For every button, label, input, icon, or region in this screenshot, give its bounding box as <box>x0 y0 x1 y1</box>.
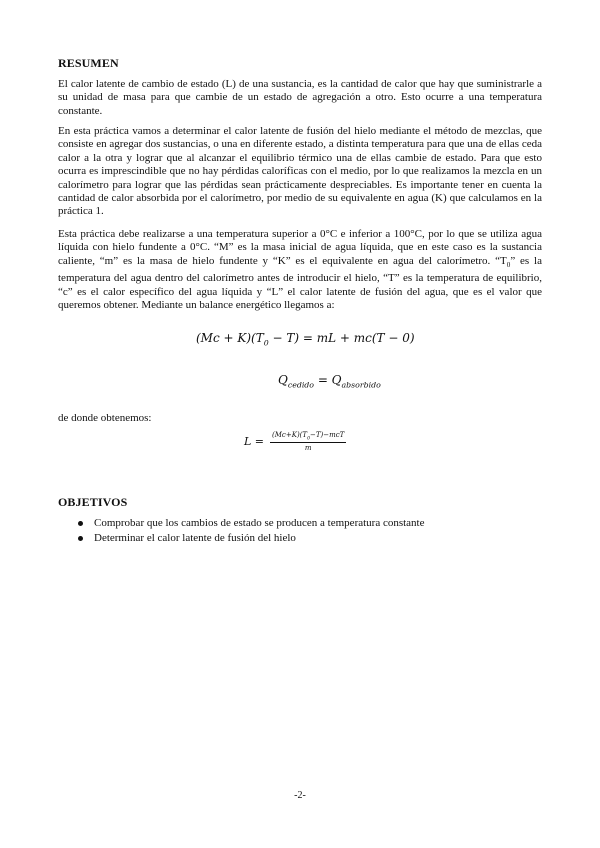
page-number: -2- <box>294 790 306 801</box>
resumen-paragraph-3 <box>58 228 542 313</box>
list-item: Comprobar que los cambios de estado se producen a temperatura constante <box>76 516 425 531</box>
eq3-num-a: (Mc+K)(T <box>272 431 308 439</box>
energy-balance-equation <box>196 331 415 347</box>
p3-subscript: 0 <box>506 261 511 269</box>
p3-text-b: ” es la temperatura del agua dentro del calorímetro antes de introducir el hielo, “T” es la temperatura de equilibrio, “c” es el calor específico del agua líquida y “L” el calor latente de fusión del agua, que es el valor que queremos obtener. Mediante un balance energético llegamos a: <box>58 254 542 312</box>
resumen-paragraph-1: El calor latente de cambio de estado (L) de una sustancia, es la cantidad de calor que hay que suministrarle a su unidad de masa para que cambie de un estado de agregación a otro. Esto ocurre a una temperatura constante. <box>58 78 542 117</box>
eq3-numerator <box>270 431 346 443</box>
eq2-q-ceded: Q <box>278 373 288 387</box>
eq3-lhs: L = <box>244 435 265 449</box>
eq3-denominator: m <box>304 444 312 453</box>
p3-text-a: Esta práctica debe realizarse a una temperatura superior a 0°C e inferior a 100°C, por lo que se utiliza agua líquida con hielo fundente a 0°C. “M” es la masa inicial de agua líquida, que en este caso es la sustancia caliente, “m” es la masa de hielo fundente y “K” es el equivalente en agua del calorímetro. “T <box>58 228 542 267</box>
eq3-num-b: −T)−mcT <box>309 431 345 439</box>
eq2-q-absorbed: = Q <box>314 373 342 387</box>
latent-heat-formula <box>244 431 346 452</box>
list-item: Determinar el calor latente de fusión del hielo <box>76 531 425 546</box>
eq1-subscript: 0 <box>263 338 269 348</box>
resumen-paragraph-4: de donde obtenemos: <box>58 412 152 424</box>
eq2-sub-absorbido: absorbido <box>341 380 381 390</box>
resumen-heading: RESUMEN <box>58 56 119 70</box>
eq3-fraction <box>270 431 346 452</box>
resumen-paragraph-2: En esta práctica vamos a determinar el calor latente de fusión del hielo mediante el método de mezclas, que consiste en agregar dos sustancias, o una en diferente estado, a distinta temperatura para que una de ellas ceda calor a la otra y lograr que al alcanzar el equilibrio térmico una de ellas cambie de estado. Para que esto ocurra es imprescindible que no hay pérdidas caloríficas con el medio, por lo que realizamos la mezcla en un calorímetro para lograr que las pérdidas sean prácticamente despreciables. Es importante tener en cuenta la cantidad de calor absorbida por el calorímetro, por medio de su equivalente en agua (K) que calculamos en la práctica 1. <box>58 125 542 218</box>
objetivos-list <box>76 516 425 545</box>
eq1-right: − T) = mL + mc(T − 0) <box>268 331 415 345</box>
objetivos-heading: OBJETIVOS <box>58 495 128 509</box>
eq2-sub-cedido: cedido <box>287 380 314 390</box>
eq1-left: (Mc + K)(T <box>196 331 264 345</box>
heat-equality-equation <box>278 373 381 389</box>
eq3-num-sub: 0 <box>307 436 310 442</box>
